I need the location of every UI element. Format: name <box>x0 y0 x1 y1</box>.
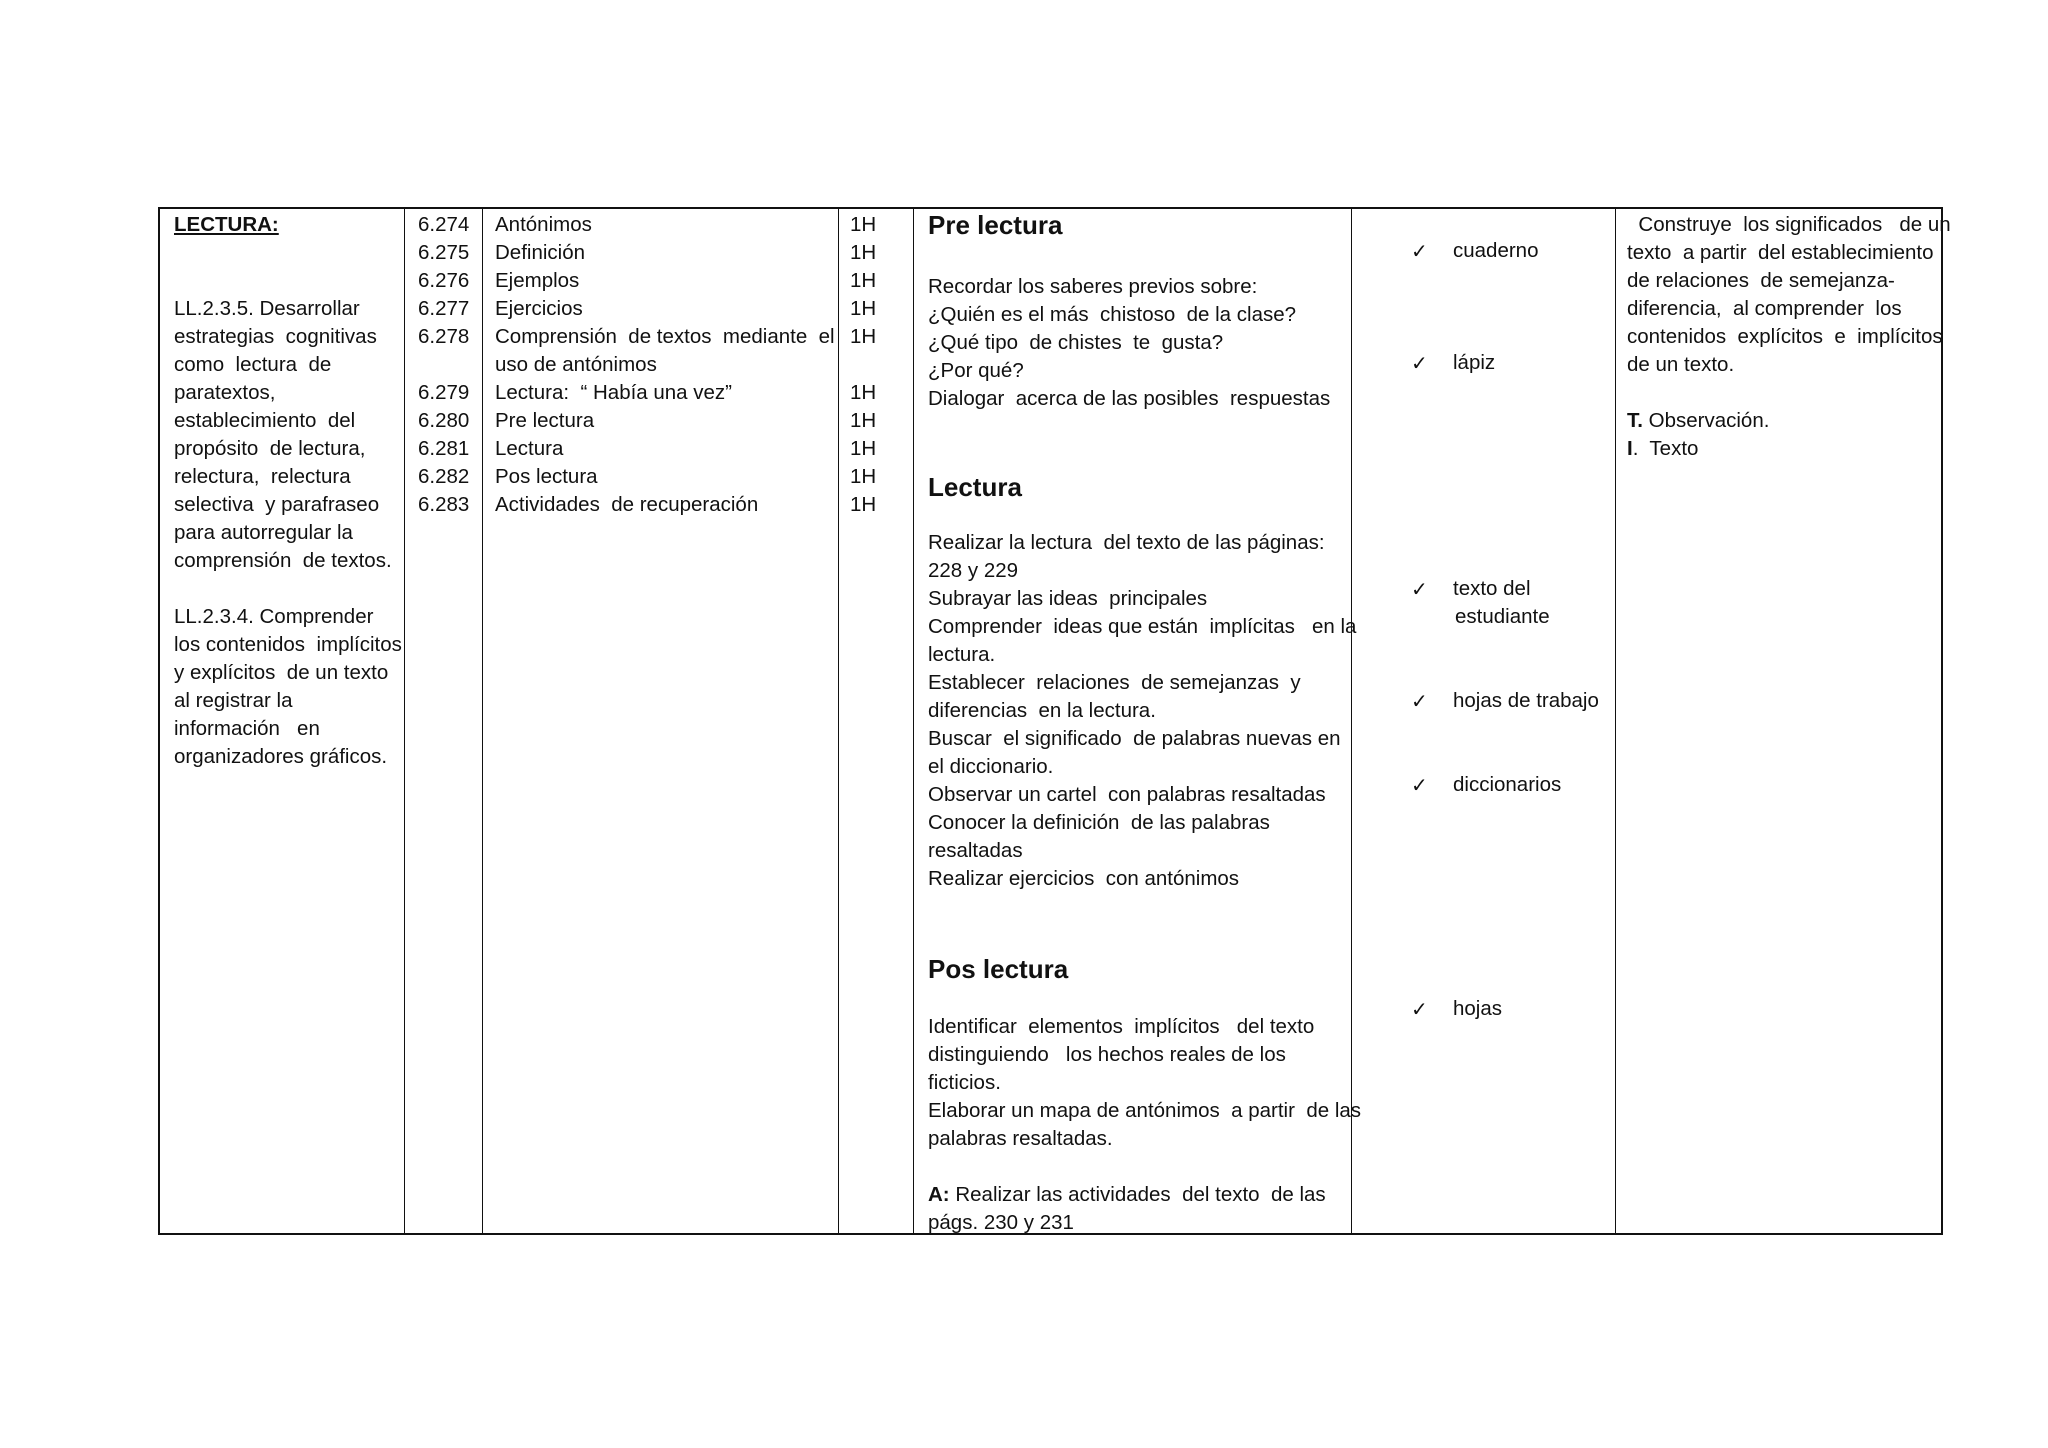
code-cell: 6.283 <box>418 493 470 516</box>
skill-line: establecimiento del <box>174 409 356 432</box>
skill-line: LL.2.3.5. Desarrollar <box>174 297 360 320</box>
skill-line: paratextos, <box>174 381 276 404</box>
planning-table <box>158 207 1951 1235</box>
resource-label: lápiz <box>1453 351 1496 374</box>
skill-line: relectura, relectura <box>174 465 351 488</box>
codes-column <box>418 211 478 1233</box>
technique-label: T. <box>1627 409 1643 432</box>
code-cell: 6.277 <box>418 297 470 320</box>
hours-cell: 1H <box>850 409 877 432</box>
hours-cell: 1H <box>850 465 877 488</box>
topic-line: Comprensión de textos mediante el <box>495 325 835 348</box>
indicator-line: diferencia, al comprender los <box>1627 297 1902 320</box>
code-cell: 6.276 <box>418 269 470 292</box>
hours-column <box>850 211 906 1233</box>
hours-cell: 1H <box>850 493 877 516</box>
column-divider <box>482 209 483 1233</box>
reading-title: Lectura <box>928 472 1022 502</box>
checkmark-icon: ✓ <box>1411 997 1428 1021</box>
hours-cell: 1H <box>850 297 877 320</box>
hours-cell: 1H <box>850 325 877 348</box>
reading-body <box>928 529 1356 893</box>
skill-line: y explícitos de un texto <box>174 661 389 684</box>
post-reading-section <box>928 953 1068 985</box>
hours-cell: 1H <box>850 269 877 292</box>
instrument-line <box>1627 435 1939 463</box>
activity-line: Identificar elementos implícitos del texto <box>928 1015 1315 1038</box>
topic-line: Definición <box>495 241 586 264</box>
skill-line: organizadores gráficos. <box>174 745 388 768</box>
resource-label: cuaderno <box>1453 239 1539 262</box>
activity-line: Elaborar un mapa de antónimos a partir de las <box>928 1099 1362 1122</box>
post-reading-title: Pos lectura <box>928 954 1069 984</box>
activity-line: Realizar las actividades del texto de las <box>949 1183 1326 1206</box>
indicator-line: de un texto. <box>1627 353 1735 376</box>
resources-column <box>1351 209 1613 1233</box>
topic-line: Pos lectura <box>495 465 598 488</box>
column-divider <box>1615 209 1616 1233</box>
code-cell: 6.274 <box>418 213 470 236</box>
code-cell: 6.279 <box>418 381 470 404</box>
activity-line: ¿Quién es el más chistoso de la clase? <box>928 303 1297 326</box>
code-cell: 6.280 <box>418 409 470 432</box>
indicator-line: Construye los significados de un <box>1627 213 1951 236</box>
code-cell: 6.275 <box>418 241 470 264</box>
activities-column <box>928 209 1362 1234</box>
section-heading: LECTURA: <box>174 213 279 236</box>
instrument-value: . Texto <box>1632 437 1699 460</box>
resource-label: texto del <box>1453 577 1531 600</box>
resource-label: hojas de trabajo <box>1453 689 1599 712</box>
code-cell: 6.281 <box>418 437 470 460</box>
checkmark-icon: ✓ <box>1411 689 1428 713</box>
topic-line: Pre lectura <box>495 409 595 432</box>
skills-column <box>174 211 400 1233</box>
activities-note <box>928 1181 1326 1237</box>
skill-line: selectiva y parafraseo <box>174 493 380 516</box>
checkmark-icon: ✓ <box>1411 351 1428 375</box>
activity-line: palabras resaltadas. <box>928 1127 1113 1150</box>
activity-line: Recordar los saberes previos sobre: <box>928 275 1258 298</box>
skill-line: información en <box>174 717 320 740</box>
activity-line: Dialogar acerca de las posibles respuestas <box>928 387 1331 410</box>
skill-line: al registrar la <box>174 689 293 712</box>
code-cell: 6.282 <box>418 465 470 488</box>
activity-line: Subrayar las ideas principales <box>928 587 1208 610</box>
hours-cell: 1H <box>850 381 877 404</box>
skill-line: comprensión de textos. <box>174 549 392 572</box>
resource-label: estudiante <box>1455 605 1550 628</box>
activity-line: Conocer la definición de las palabras <box>928 811 1270 834</box>
activity-line: ficticios. <box>928 1071 1001 1094</box>
activity-line: Observar un cartel con palabras resaltadas <box>928 783 1326 806</box>
technique-value: Observación. <box>1642 409 1770 432</box>
hours-cell: 1H <box>850 437 877 460</box>
activity-line: Realizar ejercicios con antónimos <box>928 867 1240 890</box>
activity-line: Realizar la lectura del texto de las páginas: <box>928 531 1325 554</box>
activity-line: Comprender ideas que están implícitas en la <box>928 615 1357 638</box>
skill-line: como lectura de <box>174 353 332 376</box>
indicator-line: texto a partir del establecimiento <box>1627 241 1934 264</box>
technique-line <box>1627 407 1939 435</box>
post-reading-body <box>928 1013 1361 1153</box>
hours-cell: 1H <box>850 241 877 264</box>
skill-line: para autorregular la <box>174 521 353 544</box>
topic-line: uso de antónimos <box>495 353 657 376</box>
topic-line: Ejercicios <box>495 297 583 320</box>
column-divider <box>913 209 914 1233</box>
skill-line: estrategias cognitivas <box>174 325 377 348</box>
activity-line: 228 y 229 <box>928 559 1019 582</box>
topic-line: Ejemplos <box>495 269 580 292</box>
topic-line: Antónimos <box>495 213 592 236</box>
checkmark-icon: ✓ <box>1411 773 1428 797</box>
activity-line: diferencias en la lectura. <box>928 699 1156 722</box>
column-divider <box>838 209 839 1233</box>
reading-section <box>928 471 1022 503</box>
activity-line: distinguiendo los hechos reales de los <box>928 1043 1286 1066</box>
pre-reading-title: Pre lectura <box>928 210 1063 240</box>
topic-line: Actividades de recuperación <box>495 493 759 516</box>
activity-line: ¿Qué tipo de chistes te gusta? <box>928 331 1224 354</box>
skill-block-2 <box>174 603 400 771</box>
evaluation-column <box>1627 211 1951 1233</box>
pre-reading-section <box>928 209 1062 241</box>
pre-reading-body <box>928 273 1330 413</box>
activity-line: Establecer relaciones de semejanzas y <box>928 671 1301 694</box>
skill-line: propósito de lectura, <box>174 437 366 460</box>
skill-line: LL.2.3.4. Comprender <box>174 605 374 628</box>
code-cell: 6.278 <box>418 325 470 348</box>
column-divider <box>404 209 405 1233</box>
topics-column <box>495 211 835 1233</box>
checkmark-icon: ✓ <box>1411 577 1428 601</box>
activities-label: A: <box>928 1183 950 1206</box>
activity-line: el diccionario. <box>928 755 1054 778</box>
checkmark-icon: ✓ <box>1411 239 1428 263</box>
activity-line: ¿Por qué? <box>928 359 1024 382</box>
activity-line: págs. 230 y 231 <box>928 1211 1074 1234</box>
topic-line: Lectura: “ Había una vez” <box>495 381 733 404</box>
skill-line: los contenidos implícitos <box>174 633 402 656</box>
resource-label: hojas <box>1453 997 1503 1020</box>
activity-line: Buscar el significado de palabras nuevas en <box>928 727 1341 750</box>
instrument-label: I <box>1627 437 1633 460</box>
topic-line: Lectura <box>495 437 564 460</box>
activity-line: resaltadas <box>928 839 1023 862</box>
indicator-line: contenidos explícitos e implícitos <box>1627 325 1943 348</box>
indicator-line: de relaciones de semejanza- <box>1627 269 1895 292</box>
hours-cell: 1H <box>850 213 877 236</box>
activity-line: lectura. <box>928 643 996 666</box>
skill-block-1 <box>174 295 400 575</box>
resource-label: diccionarios <box>1453 773 1562 796</box>
